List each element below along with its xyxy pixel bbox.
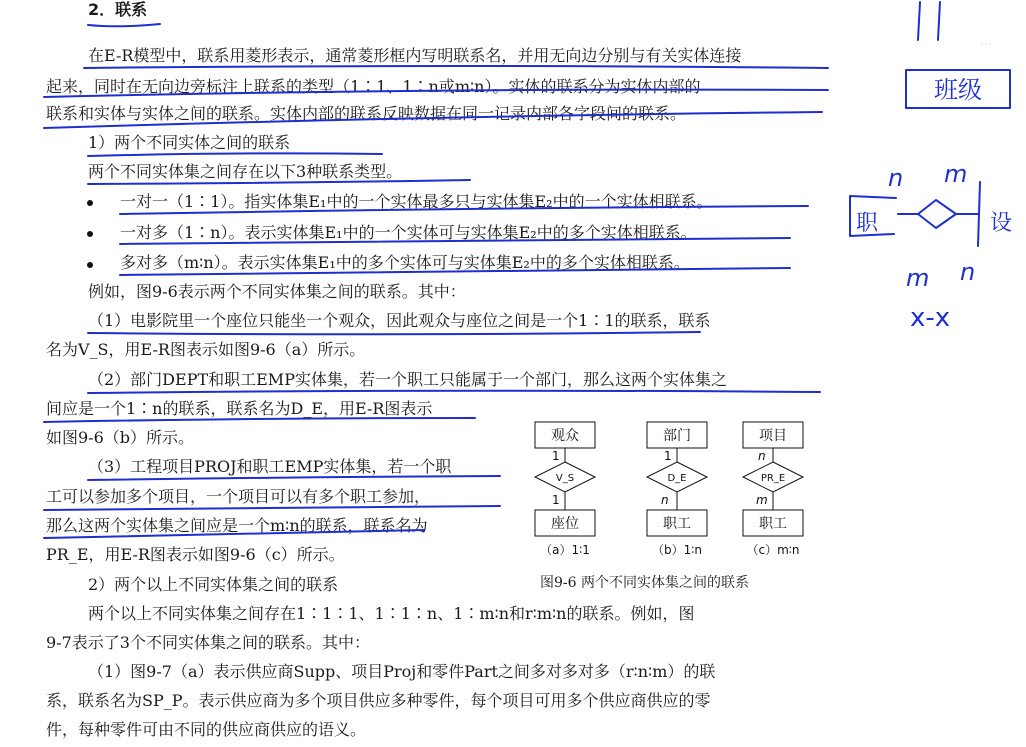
bullet-1: 一对一（1∶1）。指实体集E₁中的一个实体最多只与实体集E₂中的一个实体相联系。	[120, 192, 713, 211]
subfigure-label: （b）1∶n	[652, 543, 702, 557]
entity-label: 职工	[663, 516, 691, 532]
subsection-2-title: 2）两个以上不同实体集之间的联系	[88, 575, 339, 594]
annotation-left-entity: 职	[856, 211, 879, 236]
annotation-right-entity: 设	[990, 211, 1013, 236]
subsection-1-title: 1）两个不同实体之间的联系	[88, 133, 291, 152]
annotation-scribble: x-x	[910, 303, 951, 333]
section-title: 2．联系	[88, 0, 148, 19]
watermark: ···	[980, 37, 992, 51]
example-1-line2: 名为V_S，用E-R图表示如图9-6（a）所示。	[46, 340, 366, 359]
example-3-line4: PR_E，用E-R图表示如图9-6（c）所示。	[46, 545, 345, 564]
bullet-dot	[87, 262, 93, 268]
para1-line3: 联系和实体与实体之间的联系。实体内部的联系反映数据在同一记录内部各字段间的联系。	[46, 104, 687, 123]
example-intro: 例如，图9-6表示两个不同实体集之间的联系。其中：	[88, 282, 466, 301]
annotation-m: m	[944, 160, 968, 188]
figure-caption: 图9-6 两个不同实体集之间的联系	[540, 575, 749, 591]
example-4-line2: 系，联系名为SP_P。表示供应商为多个项目供应多种零件，每个项目可用多个供应商供应的零	[46, 691, 711, 710]
annotation-class-text: 班级	[934, 76, 982, 104]
bullet-3: 多对多（m∶n）。表示实体集E₁中的多个实体可与实体集E₂中的多个实体相联系。	[120, 253, 690, 272]
er-figure-9-6	[525, 420, 825, 590]
bullet-2: 一对多（1∶n）。表示实体集E₁中的一个实体可与实体集E₂中的多个实体相联系。	[120, 223, 697, 242]
entity-label: 职工	[759, 516, 787, 532]
entity-label: 座位	[551, 516, 579, 532]
annotation-m-lower: m	[906, 264, 930, 292]
example-1-line1: （1）电影院里一个座位只能坐一个观众，因此观众与座位之间是一个1∶1的联系，联系	[88, 311, 711, 330]
annotation-n-lower: n	[960, 258, 976, 286]
cardinality-label: n	[661, 493, 669, 507]
annotation-n: n	[888, 164, 904, 192]
example-3-line3: 那么这两个实体集之间应是一个m∶n的联系，联系名为	[46, 516, 428, 535]
example-3-line1: （3）工程项目PROJ和职工EMP实体集，若一个职	[88, 457, 452, 476]
subsection-2-line1: 两个以上不同实体集之间存在1∶1∶1、1∶1∶n、1∶m∶n和r∶m∶n的联系。例如，图	[88, 604, 695, 623]
relationship-label: PR_E	[760, 473, 786, 484]
example-2-line2: 间应是一个1∶n的联系，联系名为D_E，用E-R图表示	[46, 399, 433, 418]
subfigure-label: （a）1∶1	[540, 543, 590, 557]
cardinality-label: n	[758, 449, 766, 463]
relationship-label: V_S	[555, 473, 575, 484]
subfigure-label: （c）m∶n	[746, 543, 800, 557]
cardinality-label: 1	[552, 449, 560, 463]
example-3-line2: 工可以参加多个项目，一个项目可以有多个职工参加，	[46, 487, 431, 506]
relationship-label: D_E	[667, 473, 687, 484]
cardinality-label: 1	[552, 493, 560, 507]
para1-line1: 在E-R模型中，联系用菱形表示，通常菱形框内写明联系名，并用无向边分别与有关实体连接	[88, 46, 742, 65]
entity-label: 观众	[551, 428, 579, 444]
entity-label: 项目	[759, 428, 787, 444]
example-4-line1: （1）图9-7（a）表示供应商Supp、项目Proj和零件Part之间多对多对多（r∶n∶m）的联	[88, 662, 716, 681]
entity-label: 部门	[663, 428, 691, 444]
bullet-dot	[87, 231, 93, 237]
bullet-dot	[87, 200, 93, 206]
subsection-1-intro: 两个不同实体集之间存在以下3种联系类型。	[88, 162, 403, 181]
subsection-2-line2: 9-7表示了3个不同实体集之间的联系。其中：	[46, 633, 370, 652]
example-4-line3: 件，每种零件可由不同的供应商供应的语义。	[46, 720, 367, 739]
para1-line2: 起来，同时在无向边旁标注上联系的类型（1∶1、1∶n或m∶n）。实体的联系分为实体内部的	[46, 77, 701, 96]
example-2-line3: 如图9-6（b）所示。	[46, 428, 195, 447]
cardinality-label: m	[756, 493, 768, 507]
example-2-line1: （2）部门DEPT和职工EMP实体集，若一个职工只能属于一个部门，那么这两个实体集之	[88, 370, 727, 389]
cardinality-label: 1	[664, 449, 672, 463]
